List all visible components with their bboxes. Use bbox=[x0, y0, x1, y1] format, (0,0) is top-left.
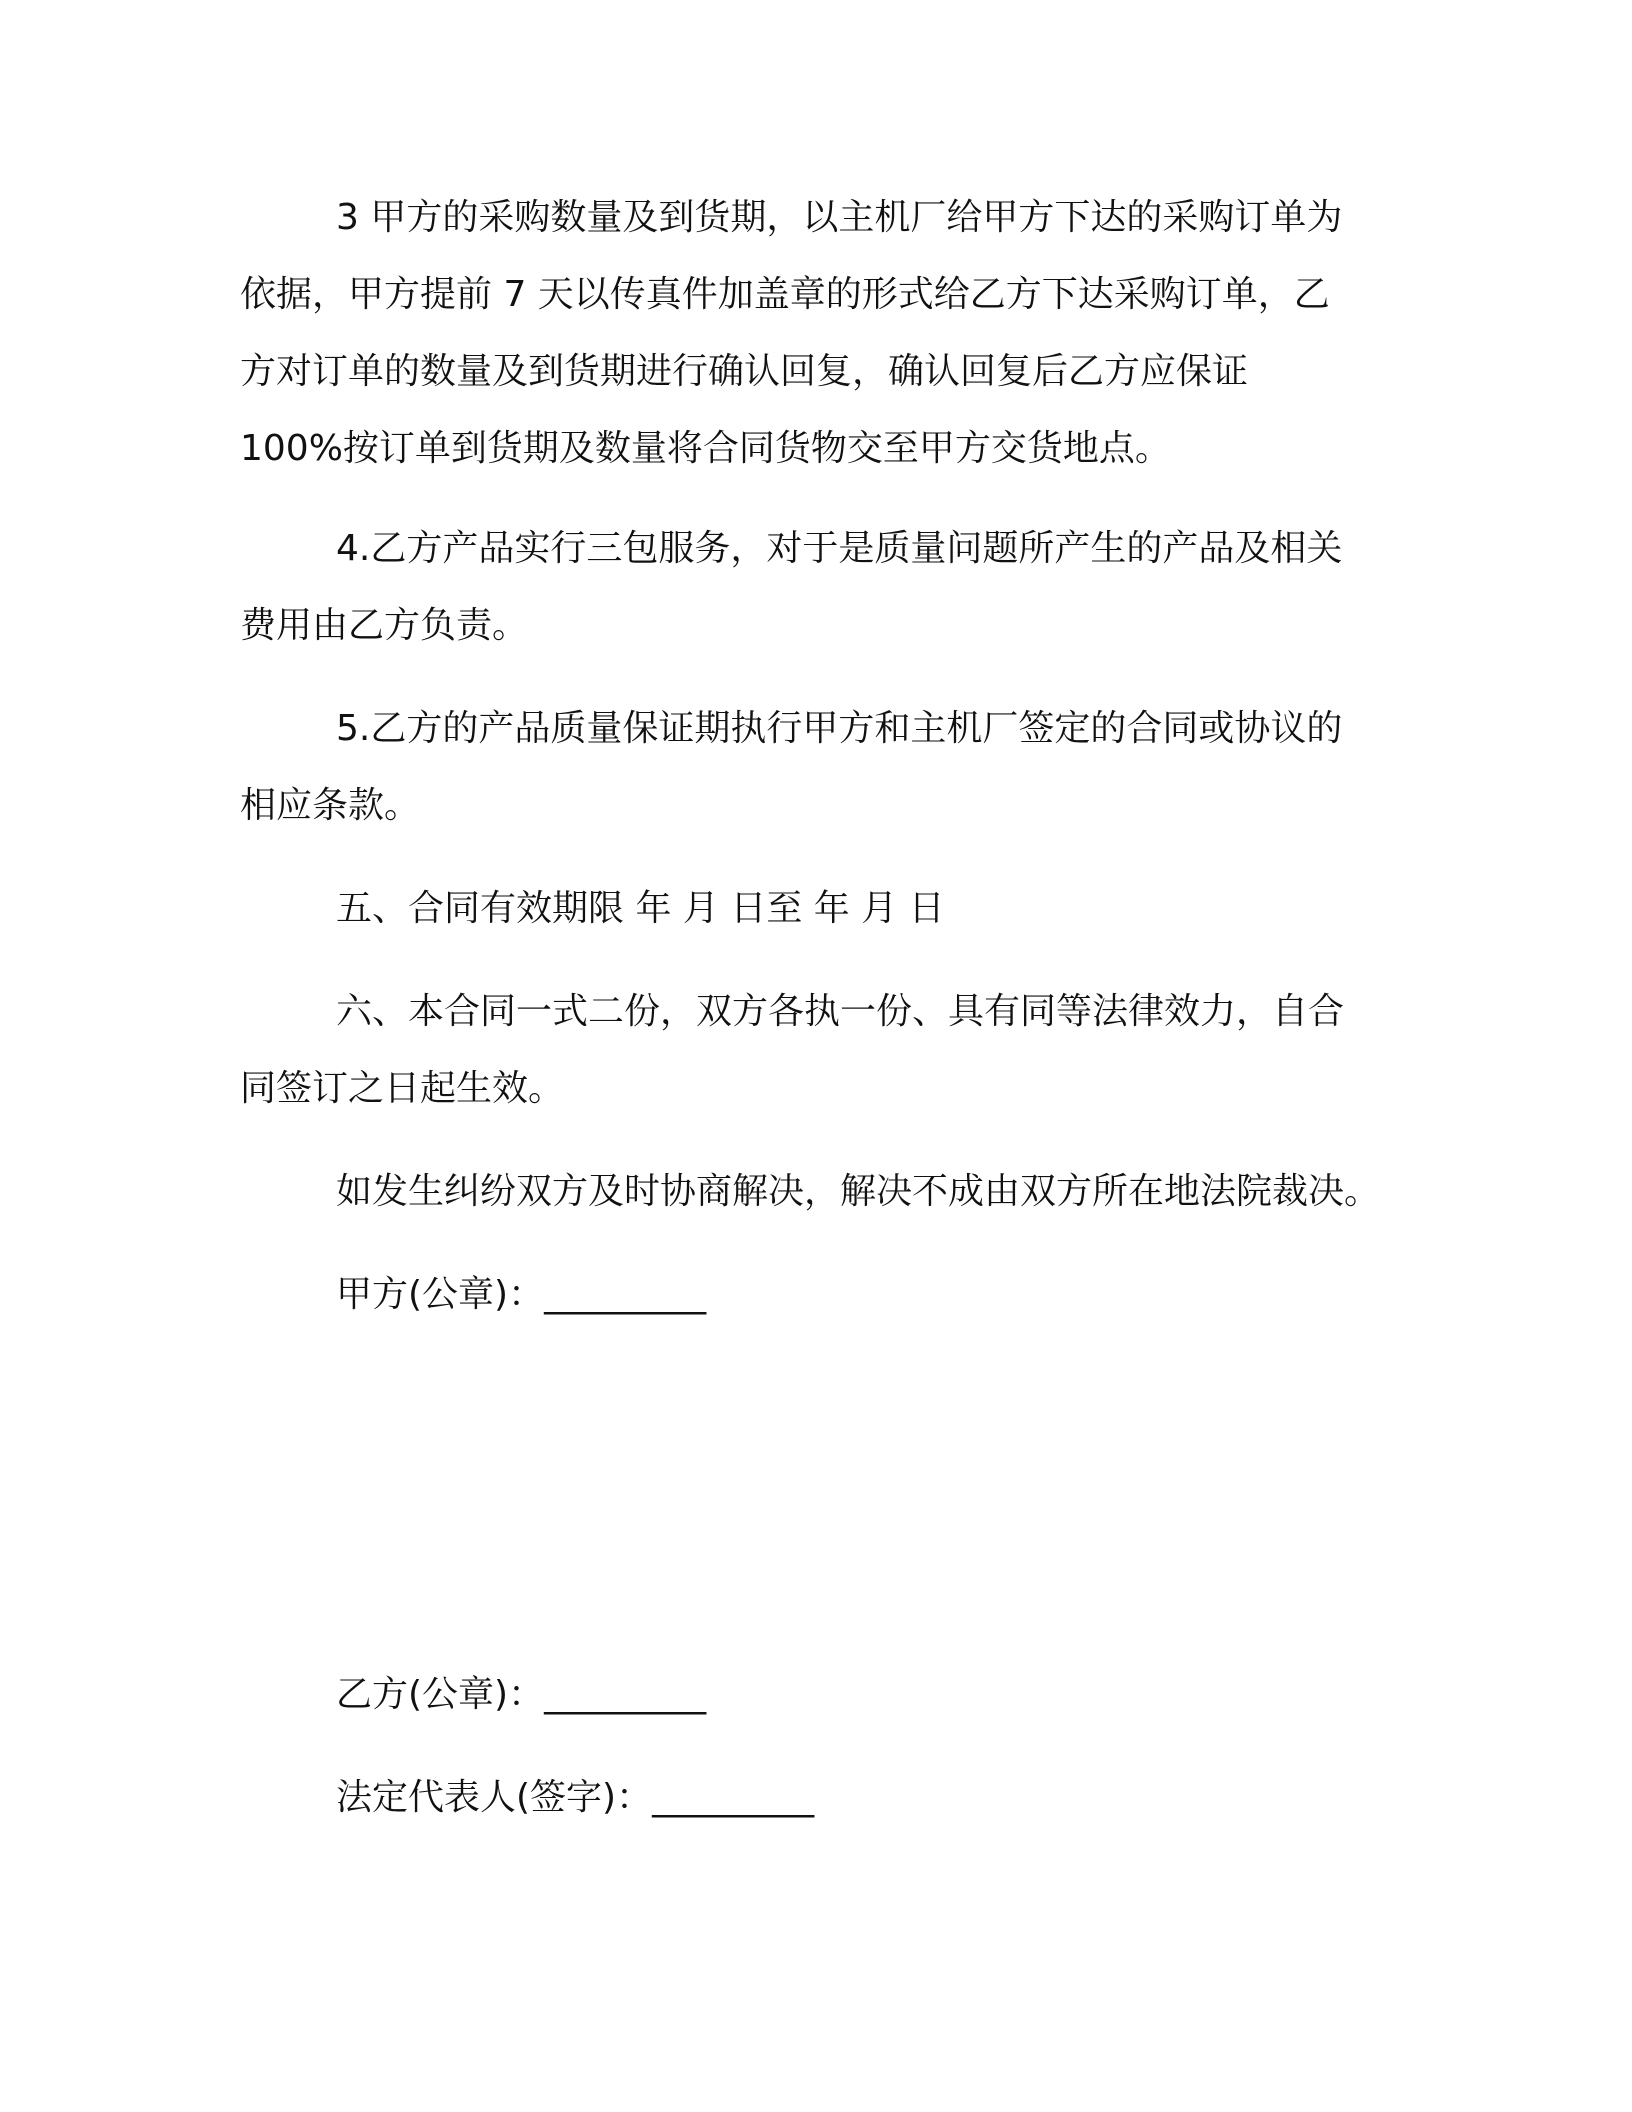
dispute-clause: 如发生纠纷双方及时协商解决，解决不成由双方所在地法院裁决。 bbox=[336, 1171, 1381, 1212]
item3-line-3: 方对订单的数量及到货期进行确认回复，确认回复后乙方应保证 bbox=[240, 351, 1249, 392]
item5-line-2: 相应条款。 bbox=[240, 785, 421, 826]
legal-rep-signature: 法定代表人(签字)：_________ bbox=[336, 1777, 815, 1818]
item3-line-2: 依据，甲方提前 7 天以传真件加盖章的形式给乙方下达采购订单，乙 bbox=[240, 274, 1330, 315]
section6-line-2: 同签订之日起生效。 bbox=[240, 1068, 565, 1109]
party-b-signature: 乙方(公章)：_________ bbox=[336, 1674, 707, 1715]
section5-term: 五、合同有效期限 年 月 日至 年 月 日 bbox=[336, 888, 945, 929]
item4-line-2: 费用由乙方负责。 bbox=[240, 605, 529, 646]
item4-line-1: 4.乙方产品实行三包服务，对于是质量问题所产生的产品及相关 bbox=[336, 528, 1343, 569]
section6-line-1: 六、本合同一式二份，双方各执一份、具有同等法律效力，自合 bbox=[336, 991, 1345, 1032]
item5-line-1: 5.乙方的产品质量保证期执行甲方和主机厂签定的合同或协议的 bbox=[336, 708, 1343, 749]
item3-line-4: 100%按订单到货期及数量将合同货物交至甲方交货地点。 bbox=[240, 428, 1171, 469]
item3-line-1: 3 甲方的采购数量及到货期，以主机厂给甲方下达的采购订单为 bbox=[336, 197, 1343, 238]
party-a-signature: 甲方(公章)：_________ bbox=[336, 1274, 707, 1315]
